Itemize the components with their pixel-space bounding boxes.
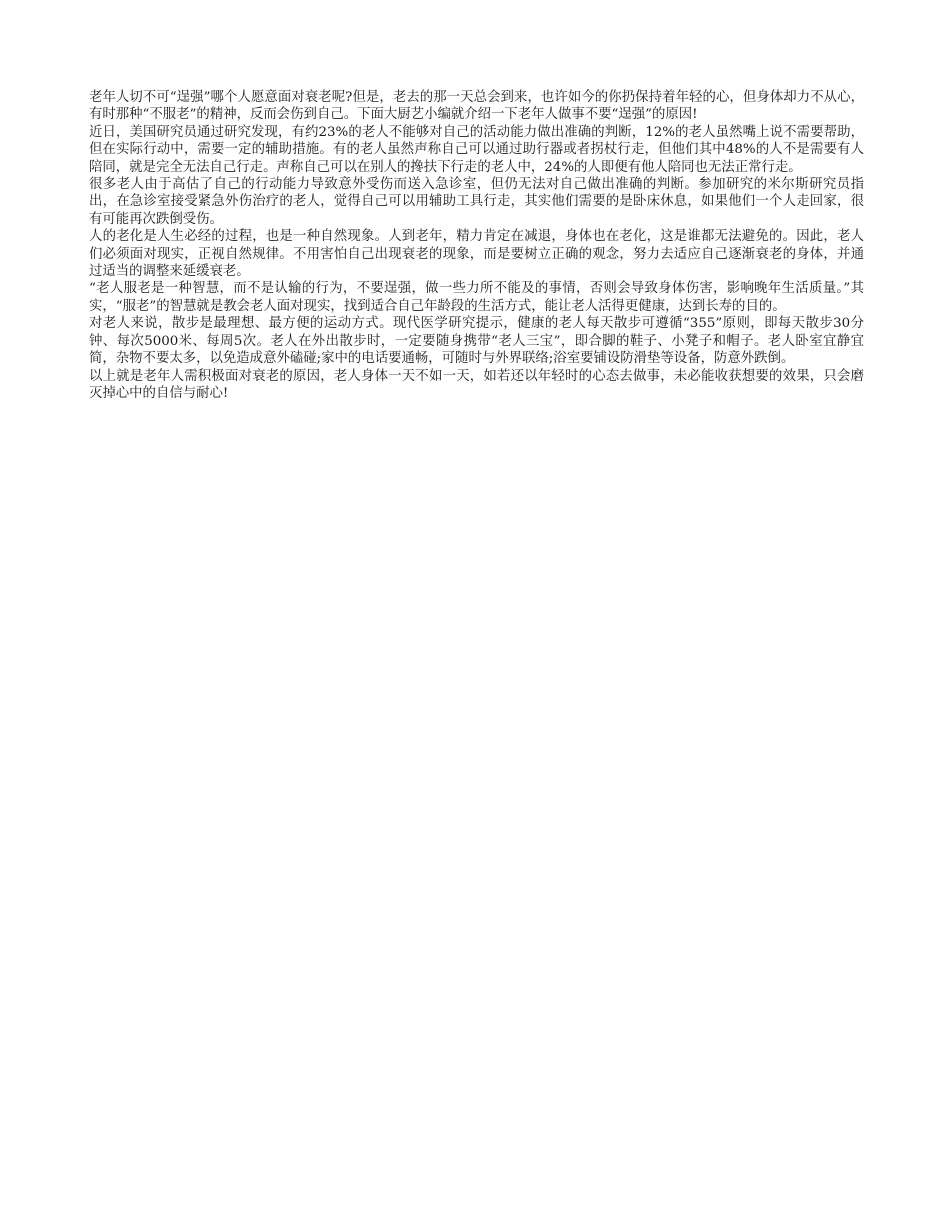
- paragraph-conclusion: 以上就是老年人需积极面对衰老的原因，老人身体一天不如一天，如若还以年轻时的心态去做事，未必能收获想要的效果，只会磨灭掉心中的自信与耐心!: [89, 368, 864, 401]
- paragraph-emergency: 很多老人由于高估了自己的行动能力导致意外受伤而送入急诊室，但仍无法对自己做出准确的判断。参加研究的米尔斯研究员指出，在急诊室接受紧急外伤治疗的老人，觉得自己可以用辅助工具行走，其实他们需要的是卧床休息，如果他们一个人走回家，很有可能再次跌倒受伤。: [89, 177, 864, 227]
- paragraph-wisdom: “老人服老是一种智慧，而不是认输的行为，不要逞强，做一些力所不能及的事情，否则会导致身体伤害，影响晚年生活质量。”其实，“服老”的智慧就是教会老人面对现实，找到适合自己年龄段的生活方式，能让老人活得更健康，达到长寿的目的。: [89, 281, 864, 314]
- paragraph-walking: 对老人来说，散步是最理想、最方便的运动方式。现代医学研究提示，健康的老人每天散步可遵循“355”原则，即每天散步30分钟、每次5000米、每周5次。老人在外出散步时，一定要随身携带“老人三宝”，即合脚的鞋子、小凳子和帽子。老人卧室宜静宜简，杂物不要太多，以免造成意外磕碰;家中的电话要通畅，可随时与外界联络;浴室要铺设防滑垫等设备，防意外跌倒。: [89, 316, 864, 367]
- paragraph-research: 近日，美国研究员通过研究发现，有约23%的老人不能够对自己的活动能力做出准确的判断，12%的老人虽然嘴上说不需要帮助，但在实际行动中，需要一定的辅助措施。有的老人虽然声称自己可以通过助行器或者拐杖行走，但他们其中48%的人不是需要有人陪同，就是完全无法自己行走。声称自己可以在别人的搀扶下行走的老人中，24%的人即便有他人陪同也无法正常行走。: [89, 124, 864, 175]
- paragraph-intro: 老年人切不可“逞强”哪个人愿意面对衰老呢?但是，老去的那一天总会到来，也许如今的你扔保持着年轻的心，但身体却力不从心，有时那种“不服老”的精神，反而会伤到自己。下面大厨艺小编就介绍一下老年人做事不要“逞强”的原因!: [89, 90, 864, 123]
- document-body: [89, 89, 864, 402]
- paragraph-aging: 人的老化是人生必经的过程，也是一种自然现象。人到老年，精力肯定在减退，身体也在老化，这是谁都无法避免的。因此，老人们必须面对现实，正视自然规律。不用害怕自己出现衰老的现象，而是要树立正确的观念，努力去适应自己逐渐衰老的身体，并通过适当的调整来延缓衰老。: [89, 229, 864, 280]
